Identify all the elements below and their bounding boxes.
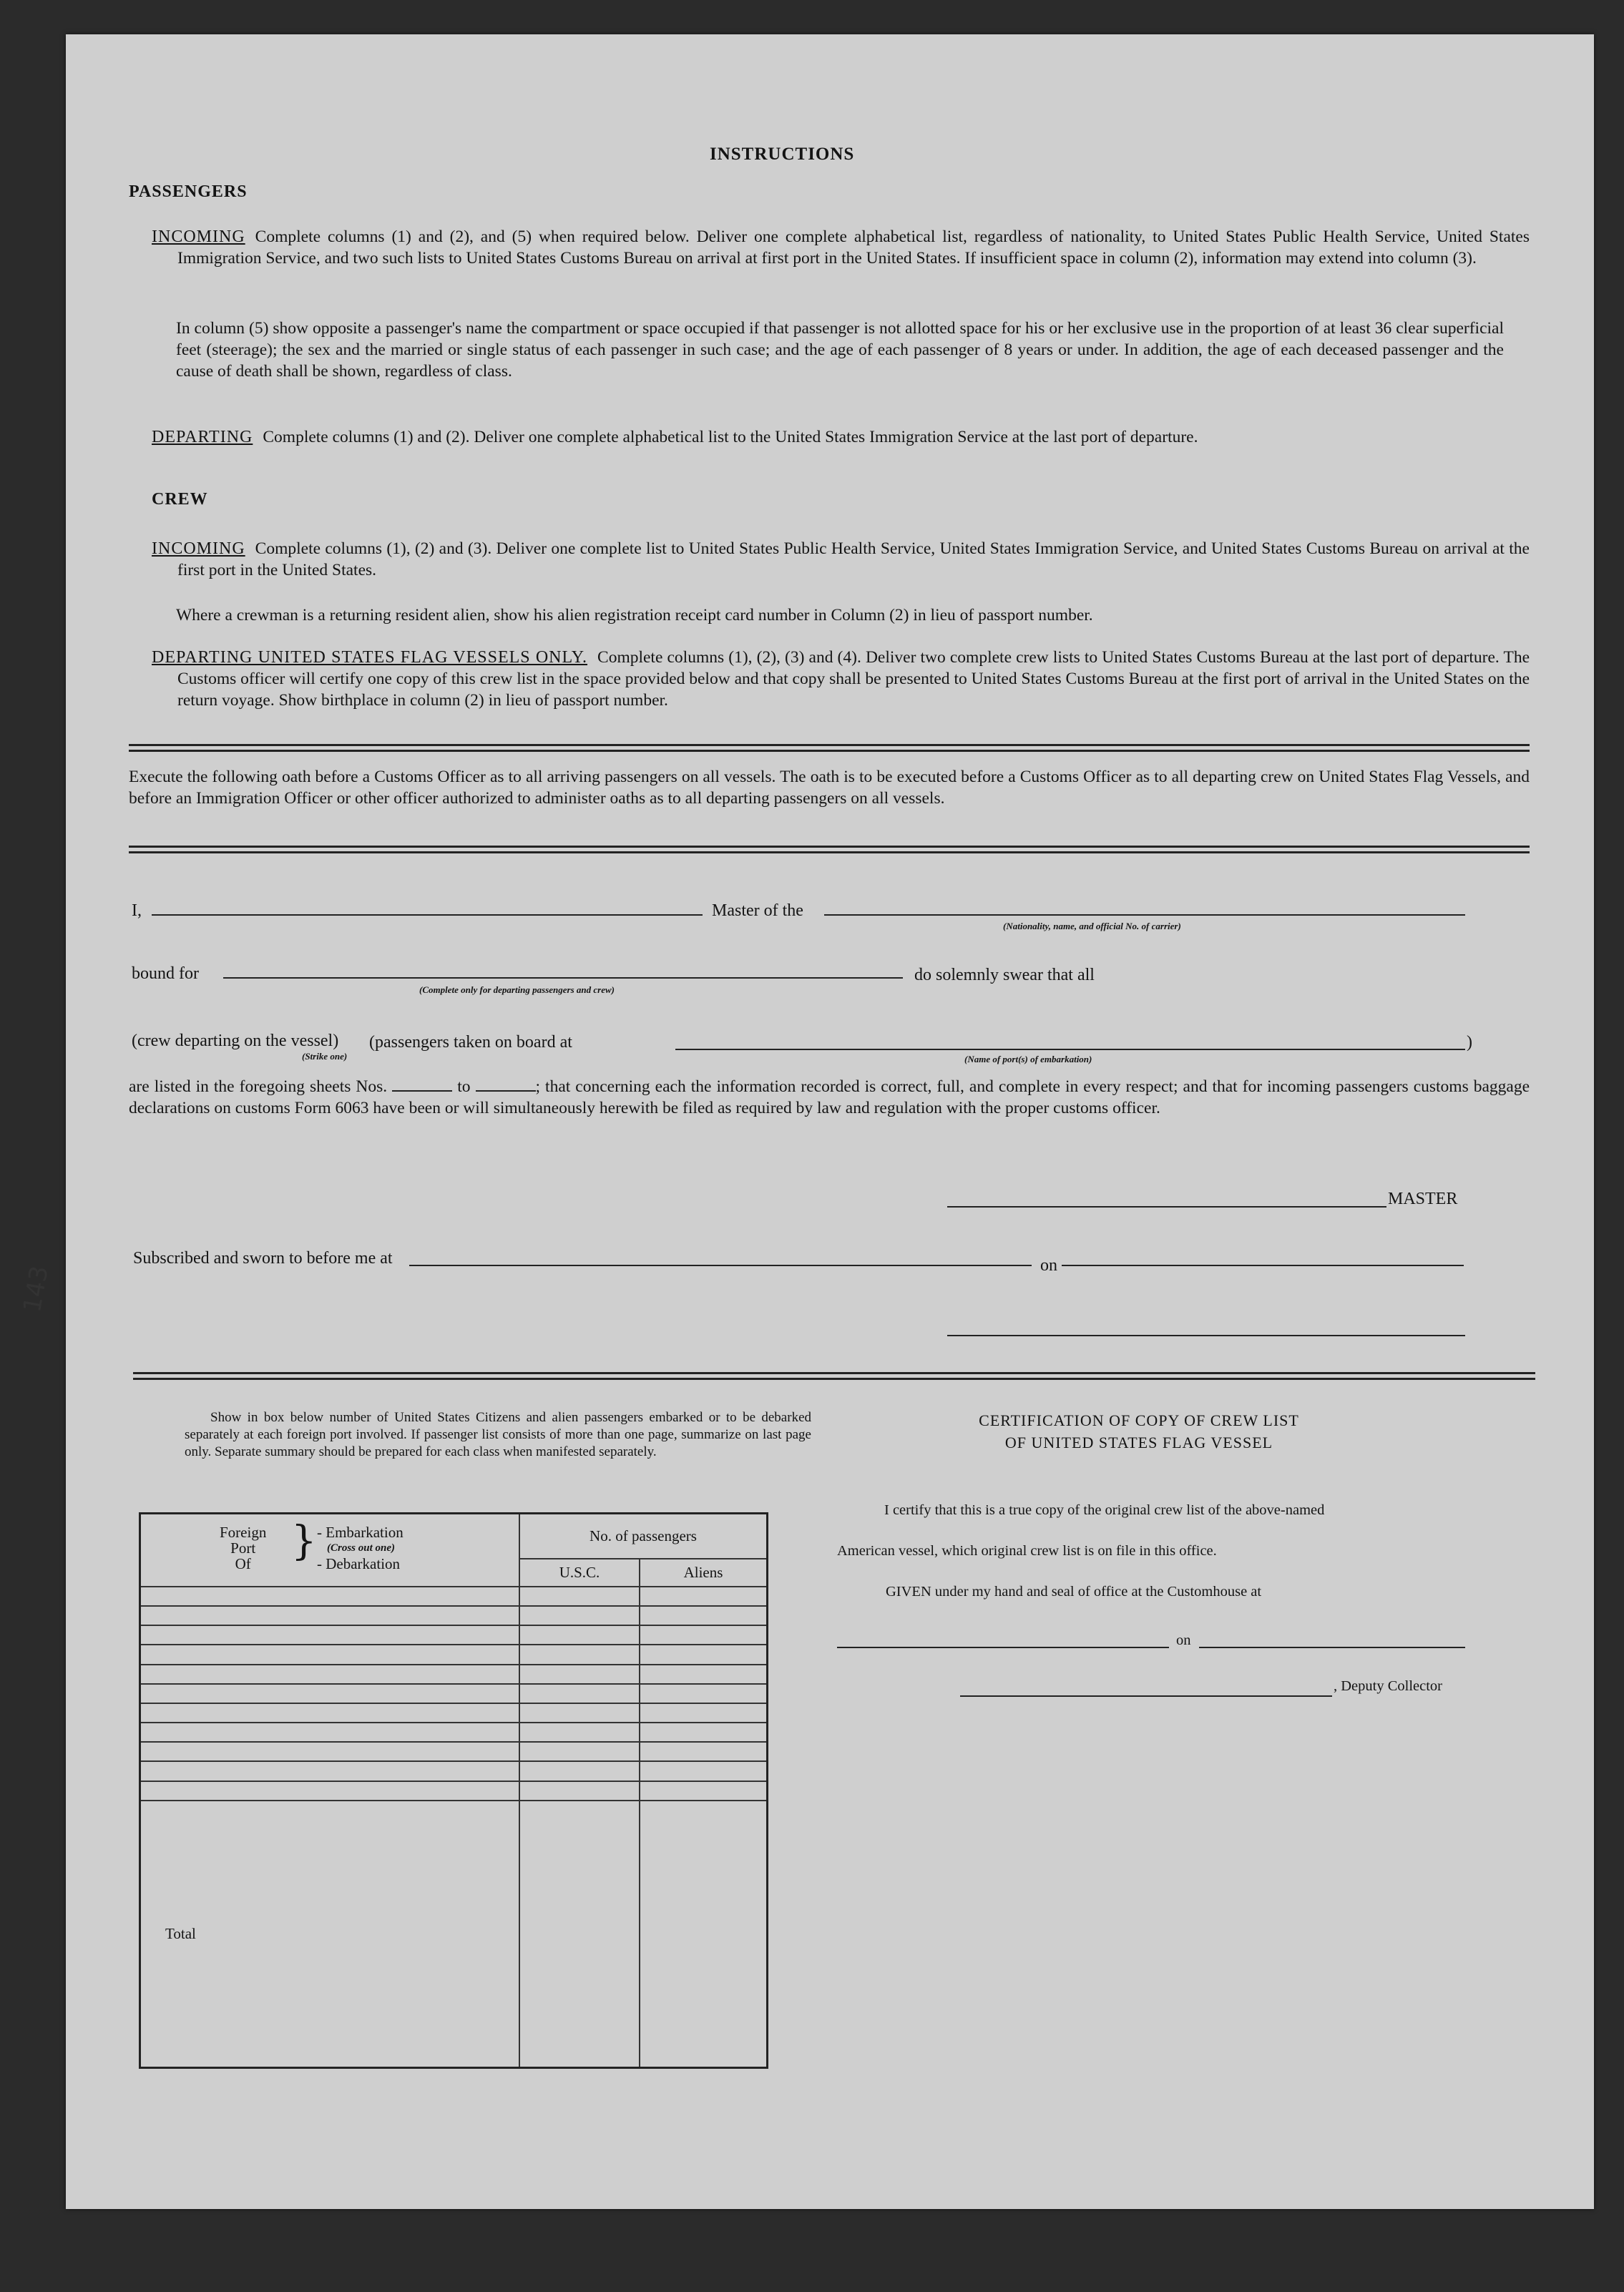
page-title: INSTRUCTIONS (710, 145, 855, 164)
brace-icon: } (291, 1518, 317, 1564)
table-row (140, 1625, 768, 1645)
aliens-cell[interactable] (640, 1606, 768, 1625)
port-cell[interactable] (140, 1781, 520, 1801)
table-row (140, 1723, 768, 1742)
aliens-header: Aliens (640, 1559, 768, 1587)
flag-vessels-label: DEPARTING UNITED STATES FLAG VESSELS ONLY. (152, 648, 588, 667)
sworn-place-field[interactable] (409, 1265, 1032, 1266)
passengers-incoming-text: Complete columns (1) and (2), and (5) when required below. Deliver one complete alphabetical list, regardless of nationality, to United States Public Health Service, United States Immigration Service, and two such lists to United States Customs Bureau on arrival at first port in the United States. If insufficient space in column (2), information may extend into column (3). (177, 227, 1530, 268)
port-cell[interactable] (140, 1625, 520, 1645)
passengers-heading: PASSENGERS (129, 182, 248, 201)
sworn-date-field[interactable] (1062, 1265, 1464, 1266)
usc-cell[interactable] (519, 1723, 640, 1742)
port-cell[interactable] (140, 1606, 520, 1625)
port-label: Port (230, 1539, 256, 1557)
listed-paragraph (129, 1076, 1530, 1119)
port-cell[interactable] (140, 1665, 520, 1684)
port-cell[interactable] (140, 1703, 520, 1723)
of-label: Of (235, 1555, 251, 1572)
table-row (140, 1684, 768, 1703)
master-signature-field[interactable] (947, 1206, 1386, 1208)
certification-date-field[interactable] (1199, 1647, 1465, 1648)
table-row (140, 1703, 768, 1723)
strike-note: (Strike one) (302, 1051, 348, 1062)
sworn-on-label: on (1040, 1256, 1057, 1275)
oath-intro-paragraph: Execute the following oath before a Customs Officer as to all arriving passengers on all vessels. The oath is to be executed before a Customs Officer as to all departing crew on United States Flag Vessels, and before an Immigration Officer or other officer authorized to administer oaths as to all departing passengers on all vessels. (129, 768, 1530, 808)
certification-on-label: on (1176, 1632, 1191, 1648)
carrier-field[interactable] (824, 914, 1465, 916)
table-row (140, 1781, 768, 1801)
cross-out-note: (Cross out one) (327, 1542, 396, 1554)
passengers-departing-text: Complete columns (1) and (2). Deliver one complete alphabetical list to the United States Immigration Service at the last port of departure. (263, 428, 1198, 446)
crew-incoming-label: INCOMING (152, 539, 245, 558)
aliens-cell[interactable] (640, 1587, 768, 1606)
aliens-cell[interactable] (640, 1645, 768, 1664)
usc-cell[interactable] (519, 1703, 640, 1723)
flag-vessels-text: Complete columns (1), (2), (3) and (4). Deliver two complete crew lists to United States Customs Bureau at the last port of departure. The Customs officer will certify one copy of this crew list in the space provided below and that copy shall be presented to United States Customs Bureau at the first port of arrival in the United States on the return voyage. Show birthplace in column (2) in lieu of passport number. (177, 648, 1530, 710)
master-of-label: Master of the (712, 901, 803, 920)
aliens-cell[interactable] (640, 1723, 768, 1742)
passengers-incoming-paragraph (152, 226, 1530, 269)
summary-instructions: Show in box below number of United States Citizens and alien passengers embarked or to be debarked separately at each foreign port involved. If passenger list consists of more than one page, summarize on last page only. Separate summary should be prepared for each class when manifested separately. (185, 1410, 811, 1459)
aliens-cell[interactable] (640, 1665, 768, 1684)
listed-prefix: are listed in the foregoing sheets Nos. (129, 1077, 388, 1096)
carrier-note: (Nationality, name, and official No. of carrier) (1003, 921, 1181, 931)
certification-title-line2: OF UNITED STATES FLAG VESSEL (1004, 1434, 1273, 1451)
usc-cell[interactable] (519, 1665, 640, 1684)
embarkation-port-field[interactable] (675, 1049, 1465, 1050)
subscribed-label: Subscribed and sworn to before me at (133, 1249, 393, 1268)
total-row (140, 1801, 768, 2068)
aliens-cell[interactable] (640, 1742, 768, 1761)
table-row (140, 1742, 768, 1761)
flag-vessels-paragraph (152, 647, 1530, 711)
oath-i-label: I, (132, 901, 142, 920)
double-rule (133, 1372, 1535, 1380)
aliens-cell[interactable] (640, 1761, 768, 1781)
handwritten-page-number: 143 (18, 1263, 54, 1315)
deputy-collector-label: , Deputy Collector (1334, 1678, 1443, 1694)
bound-for-label: bound for (132, 964, 199, 983)
no-of-passengers-header: No. of passengers (519, 1514, 768, 1559)
passengers-taken-option: (passengers taken on board at (369, 1033, 572, 1052)
customhouse-field[interactable] (837, 1647, 1169, 1648)
master-label: MASTER (1388, 1190, 1458, 1208)
table-row (140, 1665, 768, 1684)
table-row (140, 1645, 768, 1664)
port-cell[interactable] (140, 1761, 520, 1781)
port-cell[interactable] (140, 1587, 520, 1606)
usc-cell[interactable] (519, 1742, 640, 1761)
sheet-from-field[interactable] (392, 1077, 452, 1092)
passengers-incoming-label: INCOMING (152, 227, 245, 246)
master-name-field[interactable] (152, 914, 703, 916)
passengers-departing-label: DEPARTING (152, 428, 253, 446)
port-header-cell (140, 1514, 520, 1587)
crew-heading: CREW (152, 490, 208, 509)
close-paren: ) (1467, 1033, 1472, 1052)
table-row (140, 1587, 768, 1606)
port-cell[interactable] (140, 1645, 520, 1664)
certification-title (838, 1409, 1439, 1454)
usc-cell[interactable] (519, 1645, 640, 1664)
bound-for-field[interactable] (223, 977, 903, 979)
aliens-total-cell[interactable] (640, 1801, 768, 2068)
usc-cell[interactable] (519, 1606, 640, 1625)
aliens-cell[interactable] (640, 1703, 768, 1723)
listed-text: ; that concerning each the information recorded is correct, full, and complete in every respect; and that for incoming passengers customs baggage declarations on customs Form 6063 have been or will simultaneously herewith be filed as required by law and regulation with the proper customs officer. (129, 1077, 1530, 1117)
usc-cell[interactable] (519, 1625, 640, 1645)
port-cell[interactable] (140, 1742, 520, 1761)
usc-cell[interactable] (519, 1587, 640, 1606)
passenger-summary-table (139, 1512, 768, 2069)
double-rule (129, 846, 1530, 853)
deputy-collector-signature-field[interactable] (960, 1695, 1332, 1697)
port-cell[interactable] (140, 1723, 520, 1742)
usc-cell[interactable] (519, 1684, 640, 1703)
passengers-departing-paragraph (152, 426, 1530, 448)
usc-header: U.S.C. (519, 1559, 640, 1587)
crew-departing-option: (crew departing on the vessel) (132, 1032, 339, 1050)
column5-paragraph: In column (5) show opposite a passenger's name the compartment or space occupied if that passenger is not allotted space for his or her exclusive use in the proportion of at least 36 clear superficial feet (steerage); the sex and the married or single status of each passenger in such case; and the age of each passenger of 8 years or under. In addition, the age of each deceased passenger and the cause of death shall be shown, regardless of class. (176, 319, 1504, 381)
certification-title-line1: CERTIFICATION OF COPY OF CREW LIST (979, 1411, 1299, 1429)
officer-signature-field[interactable] (947, 1335, 1465, 1336)
table-row (140, 1606, 768, 1625)
total-label: Total (140, 1801, 520, 2068)
aliens-cell[interactable] (640, 1781, 768, 1801)
foreign-label: Foreign (220, 1524, 267, 1541)
table-row (140, 1761, 768, 1781)
aliens-cell[interactable] (640, 1625, 768, 1645)
port-note: (Name of port(s) of embarkation) (964, 1054, 1092, 1064)
aliens-cell[interactable] (640, 1684, 768, 1703)
given-text: GIVEN under my hand and seal of office at the Customhouse at (886, 1584, 1262, 1600)
debarkation-option[interactable]: - Debarkation (317, 1555, 401, 1572)
alien-registration-paragraph: Where a crewman is a returning resident alien, show his alien registration receipt card number in Column (2) in lieu of passport number. (176, 606, 1093, 625)
swear-text: do solemnly swear that all (914, 966, 1095, 984)
certify-line1: I certify that this is a true copy of the original crew list of the above-named (884, 1502, 1325, 1518)
crew-incoming-paragraph (152, 538, 1530, 581)
usc-total-cell[interactable] (519, 1801, 640, 2068)
bound-for-note: (Complete only for departing passengers and crew) (419, 984, 615, 995)
sheet-to-field[interactable] (476, 1077, 536, 1092)
embarkation-option[interactable]: - Embarkation (317, 1524, 403, 1541)
to-label: to (457, 1077, 471, 1096)
usc-cell[interactable] (519, 1781, 640, 1801)
double-rule (129, 744, 1530, 752)
document-page (18, 34, 1594, 2209)
usc-cell[interactable] (519, 1761, 640, 1781)
crew-incoming-text: Complete columns (1), (2) and (3). Deliver one complete list to United States Public Health Service, United States Immigration Service, and United States Customs Bureau on arrival at the first port in the United States. (177, 539, 1530, 579)
port-cell[interactable] (140, 1684, 520, 1703)
certify-line2: American vessel, which original crew list is on file in this office. (837, 1543, 1217, 1559)
